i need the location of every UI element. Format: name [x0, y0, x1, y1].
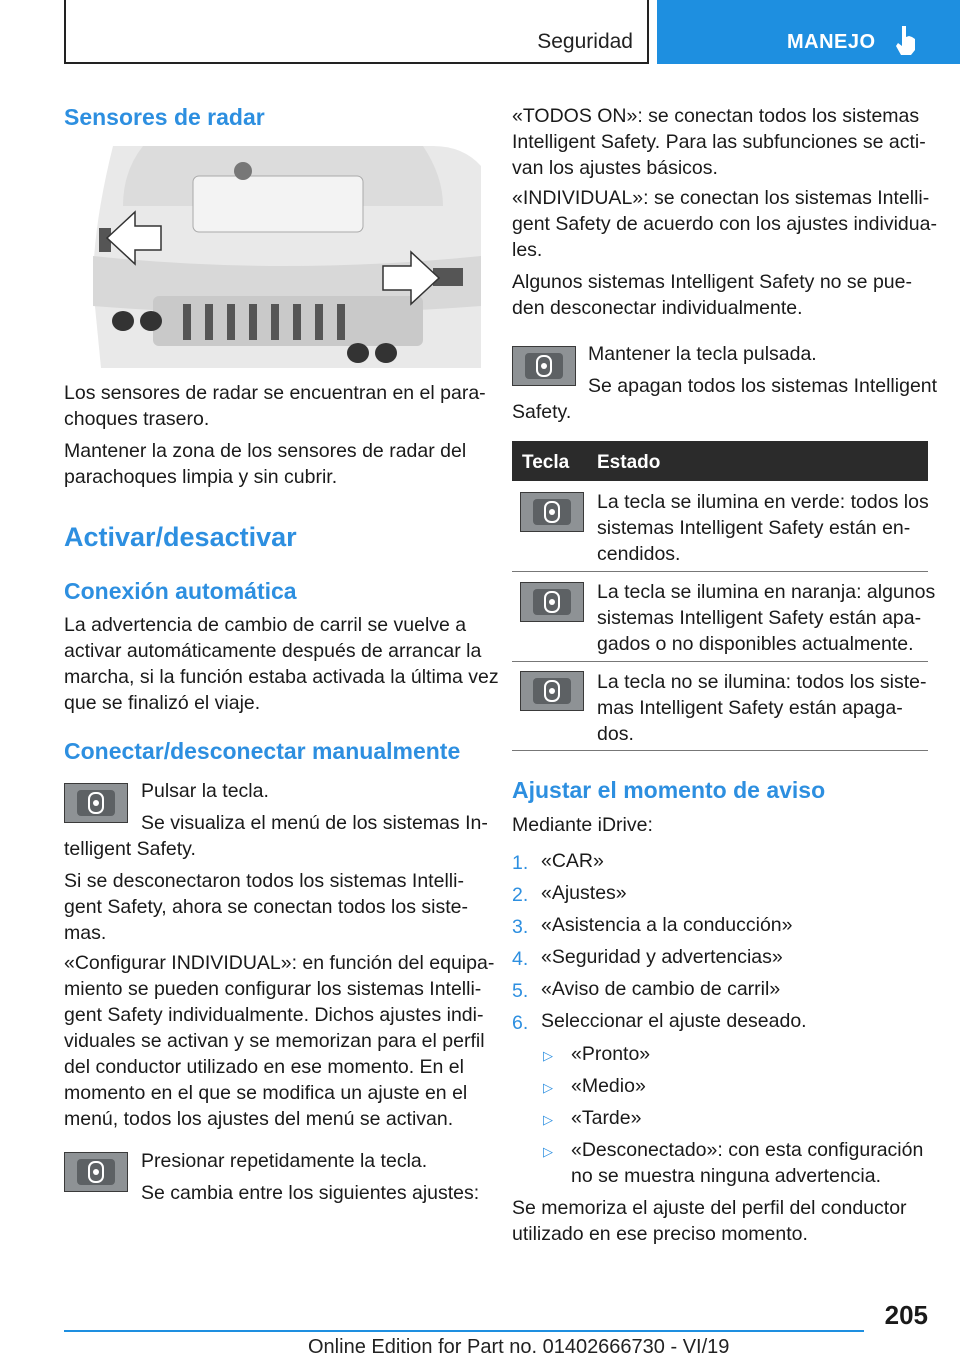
step-number: 3. [512, 916, 529, 938]
safety-key-icon [535, 355, 553, 377]
rear-bumper-image [93, 146, 481, 368]
mantener-text: Mantener la tecla pulsada. [588, 343, 817, 365]
key-image [64, 783, 128, 823]
step-text: «Seguridad y advertencias» [541, 946, 783, 968]
safety-key-icon [543, 680, 561, 702]
conexion-paragraph: La advertencia de cambio de carril se vuelve a activar automáticamente después de arrancar la marcha, si la función estaba activada la última vez que se finalizó el viaje. [64, 614, 499, 714]
key-image [64, 1152, 128, 1192]
tab-manejo[interactable] [657, 0, 960, 64]
step-number: 5. [512, 980, 529, 1002]
pulsar-text: Pulsar la tecla. [141, 780, 269, 802]
option-text: «Desconectado»: con esta configuración no se muestra ninguna advertencia. [571, 1139, 924, 1187]
conexion-heading: Conexión automática [64, 578, 297, 604]
option-text: «Medio» [571, 1075, 646, 1097]
option-text: «Pronto» [571, 1043, 651, 1065]
individual-paragraph: «INDIVIDUAL»: se conectan los sistemas Intelli- gent Safety de acuerdo con los ajustes individua- les. [512, 187, 937, 261]
presionar-text: Presionar repetidamente la tecla. [141, 1150, 428, 1172]
table-divider [512, 750, 928, 751]
step-text: «Asistencia a la conducción» [541, 914, 793, 936]
step-text: Seleccionar el ajuste deseado. [541, 1010, 807, 1032]
safety-key-icon [543, 591, 561, 613]
tab-label: MANEJO [787, 31, 876, 53]
configurar-paragraph: «Configurar INDIVIDUAL»: en función del equipa- miento se pueden configurar los sistemas Intelli- gent Safety individualmente. Dichos ajustes indi- viduales se activan y se memorizan para el perfil del conductor utilizado en ese momento. En el momento en el que se modifica un ajuste en el menú, todos los ajustes del menú se activan. [64, 952, 495, 1130]
radar-paragraph-2: Mantener la zona de los sensores de radar del parachoques limpia y sin cubrir. [64, 440, 467, 488]
table-row-estado: La tecla no se ilumina: todos los siste- mas Intelligent Safety están apaga- dos. [597, 671, 927, 745]
key-image-off [520, 671, 584, 711]
table-header [512, 441, 928, 481]
key-image-orange [520, 582, 584, 622]
visualiza-text-a: Se visualiza el menú de los sistemas In- [141, 812, 488, 834]
step-number: 4. [512, 948, 529, 970]
activar-heading: Activar/desactivar [64, 522, 297, 552]
manual-heading: Conectar/desconectar manualmente [64, 738, 461, 764]
radar-paragraph-1: Los sensores de radar se encuentran en el para- choques trasero. [64, 382, 486, 430]
edition-text: Online Edition for Part no. 01402666730 - VI/19 [308, 1336, 730, 1358]
todos-on-paragraph: «TODOS ON»: se conectan todos los sistemas Intelligent Safety. Para las subfunciones se acti- van los ajustes básicos. [512, 105, 926, 179]
safety-key-icon [87, 1161, 105, 1183]
mediante-text: Mediante iDrive: [512, 814, 653, 836]
safety-key-icon [543, 501, 561, 523]
cambia-text: Se cambia entre los siguientes ajustes: [141, 1182, 480, 1204]
memoriza-paragraph: Se memoriza el ajuste del perfil del conductor utilizado en ese preciso momento. [512, 1197, 907, 1245]
ajustar-heading: Ajustar el momento de aviso [512, 777, 826, 803]
option-text: «Tarde» [571, 1107, 642, 1129]
col-tecla: Tecla [522, 452, 570, 473]
hand-pointer-icon [893, 24, 919, 58]
step-text: «Aviso de cambio de carril» [541, 978, 781, 1000]
visualiza-text-b: telligent Safety. [64, 838, 196, 860]
radar-heading: Sensores de radar [64, 104, 265, 130]
footer-rule [64, 1330, 864, 1332]
step-number: 2. [512, 884, 529, 906]
safety-key-icon [87, 792, 105, 814]
triangle-bullet-icon: ▷ [543, 1144, 553, 1159]
step-text: «CAR» [541, 850, 604, 872]
triangle-bullet-icon: ▷ [543, 1048, 553, 1063]
table-divider [512, 571, 928, 572]
triangle-bullet-icon: ▷ [543, 1112, 553, 1127]
table-row-estado: La tecla se ilumina en verde: todos los sistemas Intelligent Safety están en- cendidos. [597, 491, 929, 565]
table-divider [512, 661, 928, 662]
step-number: 1. [512, 852, 529, 874]
step-number: 6. [512, 1012, 529, 1034]
apagan-text-b: Safety. [512, 401, 572, 423]
step-text: «Ajustes» [541, 882, 627, 904]
table-row-estado: La tecla se ilumina en naranja: algunos sistemas Intelligent Safety están apa- gados o no disponibles actualmente. [597, 581, 936, 655]
col-estado: Estado [597, 452, 661, 473]
page-number: 205 [884, 1300, 928, 1330]
key-image [512, 346, 576, 386]
header-section-box [64, 0, 649, 64]
desconectaron-paragraph: Si se desconectaron todos los sistemas Intelli- gent Safety, ahora se conectan todos los siste- mas. [64, 870, 468, 944]
section-title: Seguridad [537, 30, 633, 53]
key-image-green [520, 492, 584, 532]
triangle-bullet-icon: ▷ [543, 1080, 553, 1095]
apagan-text-a: Se apagan todos los sistemas Intelligent [588, 375, 938, 397]
algunos-paragraph: Algunos sistemas Intelligent Safety no se pue- den desconectar individualmente. [512, 271, 912, 319]
